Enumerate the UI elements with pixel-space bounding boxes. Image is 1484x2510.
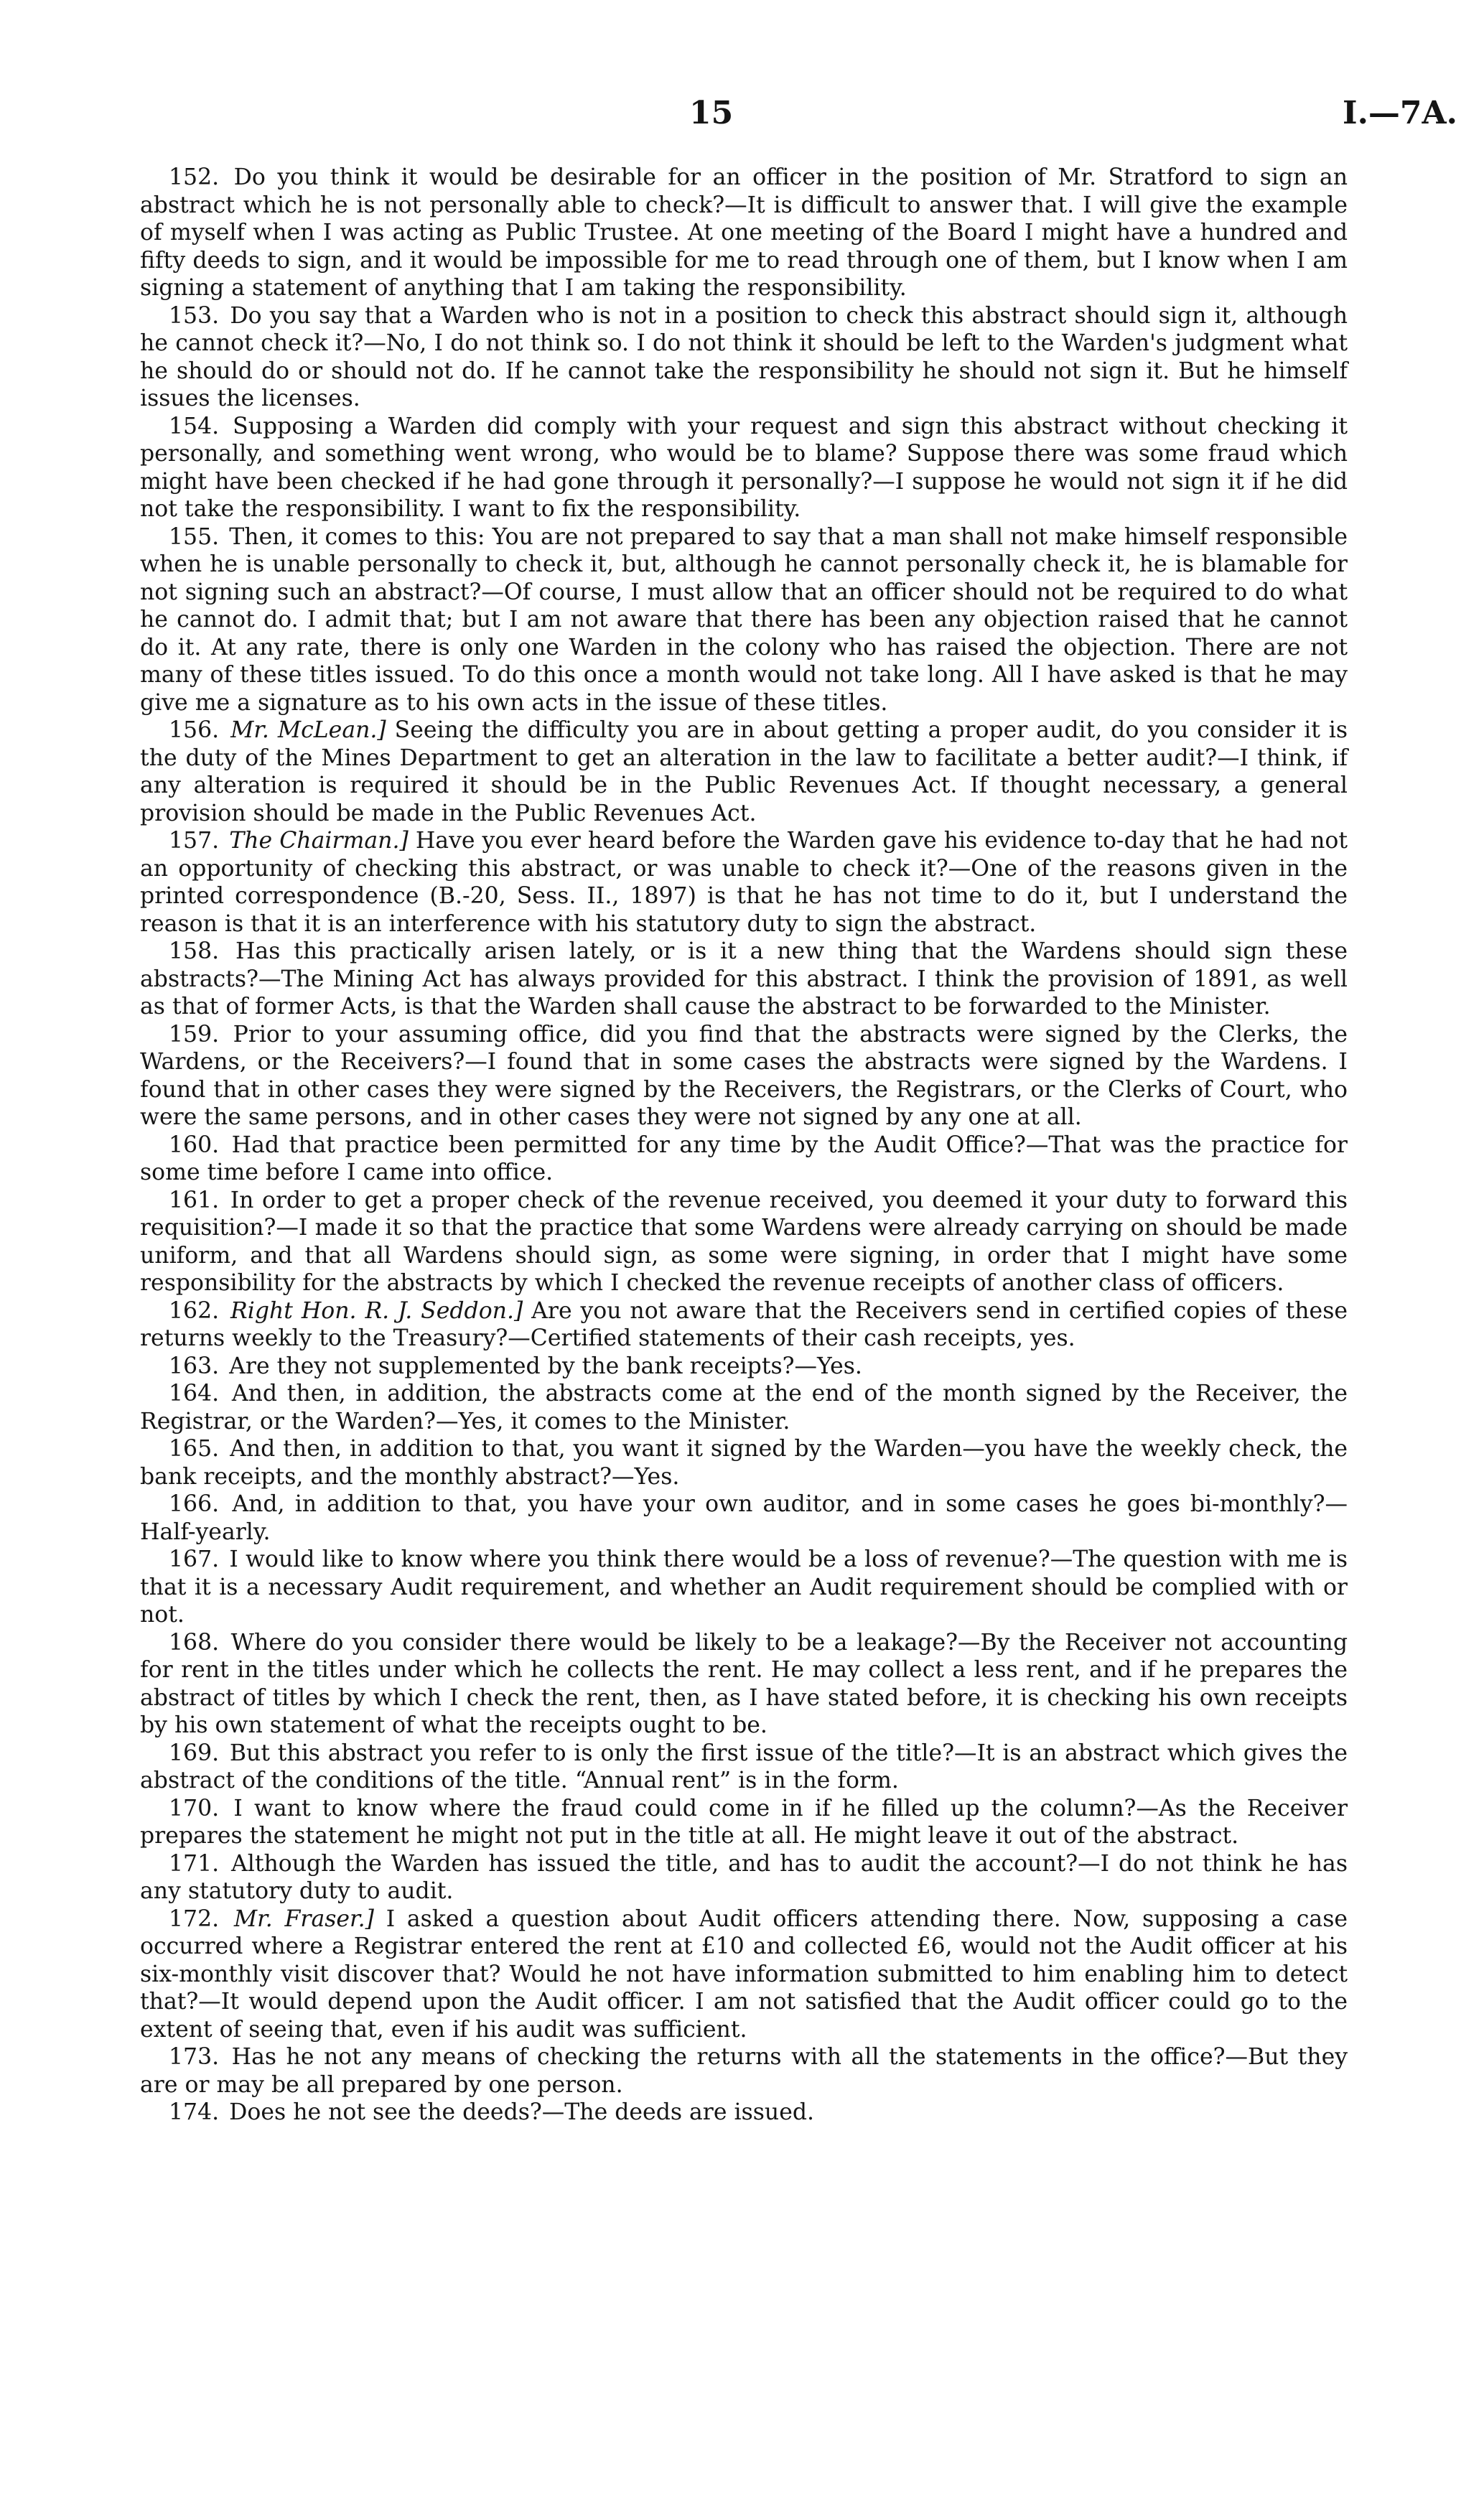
- question-answer-text: Had that practice been permitted for any time by the Audit Office?—That was the practice for some time before I came into office.: [140, 1132, 1348, 1185]
- question-number: 169.: [169, 1740, 220, 1766]
- question-paragraph: [140, 938, 1348, 1021]
- question-answer-text: Are they not supplemented by the bank receipts?—Yes.: [229, 1353, 862, 1379]
- question-paragraph: [140, 1297, 1348, 1353]
- question-number: 159.: [169, 1021, 220, 1048]
- question-answer-text: Are you not aware that the Receivers send in certified copies of these returns weekly to the Treasury?—Certified statements of their cash receipts, yes.: [140, 1297, 1348, 1351]
- question-number: 165.: [169, 1436, 220, 1462]
- question-paragraph: [140, 523, 1348, 717]
- question-answer-text: Seeing the difficulty you are in about getting a proper audit, do you consider it is the duty of the Mines Department to get an alteration in the law to facilitate a better audit?—I think, if any alteration is required it should be in the Public Revenues Act. If thought necessary, a general provision should be made in the Public Revenues Act.: [140, 717, 1348, 826]
- question-paragraph: [140, 413, 1348, 523]
- question-paragraph: [140, 1435, 1348, 1490]
- question-answer-text: Has he not any means of checking the returns with all the statements in the office?—But they are or may be all prepared by one person.: [140, 2044, 1348, 2098]
- question-paragraph: [140, 1353, 1348, 1381]
- question-answer-text: I want to know where the fraud could come in if he filled up the column?—As the Receiver prepares the statement he might not put in the title at all. He might leave it out of the abstract.: [140, 1795, 1348, 1849]
- question-paragraph: [140, 164, 1348, 302]
- page-header: [0, 92, 1484, 135]
- question-paragraph: [140, 1380, 1348, 1435]
- speaker-name: Right Hon. R. J. Seddon.]: [230, 1297, 523, 1324]
- question-paragraph: [140, 302, 1348, 413]
- speaker-name: Mr. McLean.]: [230, 717, 386, 743]
- question-answer-text: Supposing a Warden did comply with your request and sign this abstract without checking it personally, and something went wrong, who would be to blame? Suppose there was some fraud which might have been checked if he had gone through it personally?—I suppose he would not sign it if he did not take the responsibility. I want to fix the responsibility.: [140, 413, 1348, 522]
- question-answer-text: Prior to your assuming office, did you find that the abstracts were signed by the Clerks, the Wardens, or the Receivers?—I found that in some cases the abstracts were signed by the Wardens. I found that in other cases they were signed by the Receivers, the Registrars, or the Clerks of Court, who were the same persons, and in other cases they were not signed by any one at all.: [140, 1021, 1348, 1130]
- question-paragraph: [140, 1546, 1348, 1629]
- sheet-reference: I.—7A.: [1343, 95, 1457, 131]
- question-number: 166.: [169, 1491, 220, 1517]
- question-number: 160.: [169, 1132, 220, 1158]
- page-number: 15: [689, 95, 734, 131]
- question-number: 172.: [169, 1905, 220, 1932]
- question-number: 153.: [169, 302, 220, 329]
- question-answer-text: Do you say that a Warden who is not in a position to check this abstract should sign it, although he cannot check it?—No, I do not think so. I do not think it should be left to the Warden's judgment what he should do or should not do. If he cannot take the responsibility he should not sign it. But he himself issues the licenses.: [140, 302, 1348, 411]
- question-answer-text: Although the Warden has issued the title, and has to audit the account?—I do not think he has any statutory duty to audit.: [140, 1850, 1348, 1904]
- question-paragraph: [140, 827, 1348, 938]
- question-answer-text: And then, in addition, the abstracts come at the end of the month signed by the Receiver, the Registrar, or the Warden?—Yes, it comes to the Minister.: [140, 1381, 1348, 1434]
- question-paragraph: [140, 1740, 1348, 1795]
- question-paragraph: [140, 1187, 1348, 1297]
- question-paragraph: [140, 1629, 1348, 1740]
- question-paragraph: [140, 1795, 1348, 1850]
- minutes-of-evidence-text: [140, 164, 1348, 2127]
- question-number: 163.: [169, 1353, 220, 1379]
- question-number: 173.: [169, 2044, 220, 2070]
- question-paragraph: [140, 1850, 1348, 1905]
- question-answer-text: And then, in addition to that, you want it signed by the Warden—you have the weekly check, the bank receipts, and the monthly abstract?—Yes.: [140, 1436, 1348, 1490]
- question-paragraph: [140, 2099, 1348, 2127]
- question-answer-text: But this abstract you refer to is only the first issue of the title?—It is an abstract which gives the abstract of the conditions of the title. “Annual rent” is in the form.: [140, 1740, 1348, 1793]
- question-number: 170.: [169, 1795, 220, 1821]
- question-number: 158.: [169, 938, 220, 964]
- question-number: 155.: [169, 523, 220, 550]
- question-number: 168.: [169, 1629, 220, 1656]
- question-number: 162.: [169, 1297, 220, 1324]
- question-answer-text: Then, it comes to this: You are not prepared to say that a man shall not make himself responsible when he is unable personally to check it, but, although he cannot personally check it, he is blamable for not signing such an abstract?—Of course, I must allow that an officer should not be required to do what he cannot do. I admit that; but I am not aware that there has been any objection raised that he cannot do it. At any rate, there is only one Warden in the colony who has raised the objection. There are not many of these titles issued. To do this once a month would not take long. All I have asked is that he may give me a signature as to his own acts in the issue of these titles.: [140, 523, 1348, 716]
- question-number: 152.: [169, 164, 220, 190]
- question-number: 161.: [169, 1187, 220, 1213]
- question-number: 164.: [169, 1381, 220, 1406]
- question-number: 167.: [169, 1546, 220, 1572]
- question-paragraph: [140, 1490, 1348, 1546]
- question-paragraph: [140, 2043, 1348, 2099]
- speaker-name: The Chairman.]: [229, 828, 409, 854]
- question-answer-text: In order to get a proper check of the revenue received, you deemed it your duty to forward this requisition?—I made it so that the practice that some Wardens were already carrying on should be made uniform, and that all Wardens should sign, as some were signing, in order that I might have some responsibility for the abstracts by which I checked the revenue receipts of another class of officers.: [140, 1187, 1348, 1296]
- question-paragraph: [140, 717, 1348, 827]
- question-answer-text: Have you ever heard before the Warden gave his evidence to-day that he had not an opportunity of checking this abstract, or was unable to check it?—One of the reasons given in the printed correspondence (B.-20, Sess. II., 1897) is that he has not time to do it, but I understand the reason is that it is an interference with his statutory duty to sign the abstract.: [140, 828, 1348, 937]
- question-paragraph: [140, 1132, 1348, 1187]
- question-answer-text: I would like to know where you think there would be a loss of revenue?—The question with me is that it is a necessary Audit requirement, and whether an Audit requirement should be complied with or not.: [140, 1546, 1348, 1628]
- question-number: 174.: [169, 2099, 220, 2125]
- question-number: 154.: [169, 413, 220, 439]
- question-paragraph: [140, 1905, 1348, 2044]
- question-answer-text: Where do you consider there would be likely to be a leakage?—By the Receiver not accounting for rent in the titles under which he collects the rent. He may collect a less rent, and if he prepares the abstract of titles by which I check the rent, then, as I have stated before, it is checking his own receipts by his own statement of what the receipts ought to be.: [140, 1629, 1348, 1738]
- question-answer-text: Does he not see the deeds?—The deeds are issued.: [229, 2099, 815, 2125]
- question-answer-text: Do you think it would be desirable for an officer in the position of Mr. Stratford to sign an abstract which he is not personally able to check?—It is difficult to answer that. I will give the example of myself when I was acting as Public Trustee. At one meeting of the Board I might have a hundred and fifty deeds to sign, and it would be impossible for me to read through one of them, but I know when I am signing a statement of anything that I am taking the responsibility.: [140, 164, 1348, 301]
- question-answer-text: Has this practically arisen lately, or is it a new thing that the Wardens should sign these abstracts?—The Mining Act has always provided for this abstract. I think the provision of 1891, as well as that of former Acts, is that the Warden shall cause the abstract to be forwarded to the Minister.: [140, 938, 1348, 1020]
- question-number: 171.: [169, 1850, 220, 1877]
- question-answer-text: And, in addition to that, you have your own auditor, and in some cases he goes bi-monthly?—Half-yearly.: [140, 1491, 1348, 1545]
- question-number: 157.: [169, 828, 220, 854]
- speaker-name: Mr. Fraser.]: [233, 1905, 374, 1932]
- question-answer-text: I asked a question about Audit officers attending there. Now, supposing a case occurred where a Registrar entered the rent at £10 and collected £6, would not the Audit officer at his six-monthly visit discover that? Would he not have information submitted to him enabling him to detect that?—It would depend upon the Audit officer. I am not satisfied that the Audit officer could go to the extent of seeing that, even if his audit was sufficient.: [140, 1905, 1348, 2043]
- question-number: 156.: [169, 717, 220, 743]
- question-paragraph: [140, 1021, 1348, 1132]
